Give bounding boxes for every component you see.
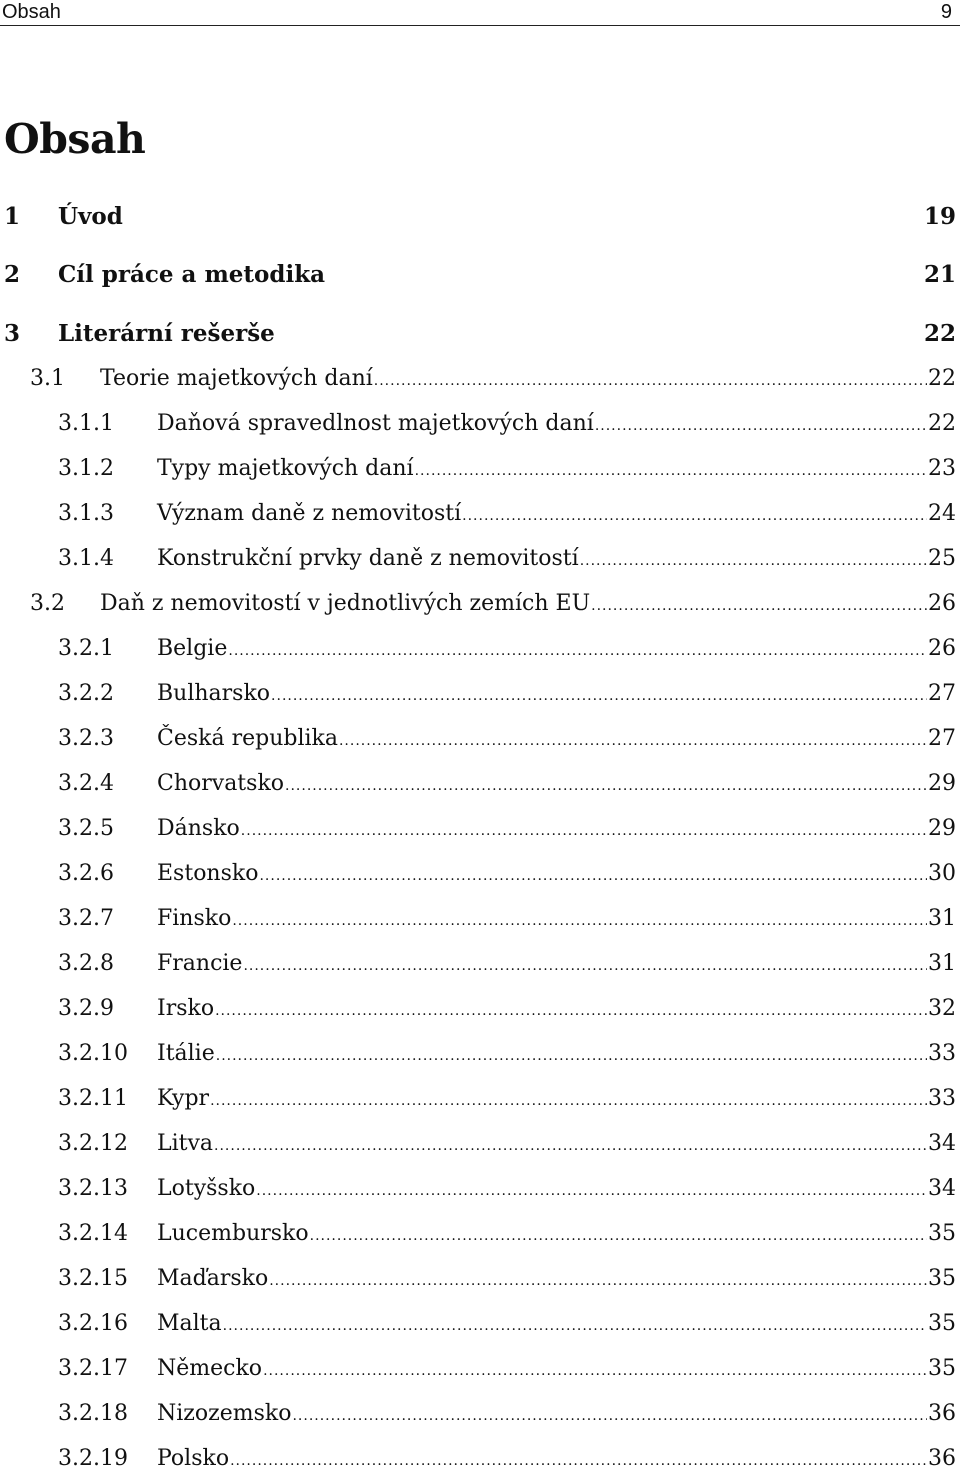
toc-entry-number: 3.2.9 [58, 996, 114, 1021]
toc-dot-leader [415, 452, 927, 488]
toc-entry-number: 3.2.3 [58, 726, 114, 751]
toc-entry-page: 35 [928, 1356, 956, 1381]
toc-entry[interactable] [58, 497, 956, 531]
toc-entry-page: 24 [928, 501, 956, 526]
toc-entry[interactable] [58, 722, 956, 756]
toc-dot-leader [292, 1397, 927, 1433]
toc-entry[interactable] [58, 1307, 956, 1341]
toc-entry-page: 29 [928, 816, 956, 841]
toc-entry-number: 3.2.14 [58, 1221, 128, 1246]
toc-entry-label: Itálie [157, 1041, 215, 1066]
toc-dot-leader [223, 1307, 927, 1343]
toc-entry-number: 3.2.6 [58, 861, 114, 886]
toc-dot-leader [462, 497, 927, 533]
toc-dot-leader [215, 992, 927, 1028]
toc-entry-label: Teorie majetkových daní [100, 366, 373, 391]
toc-entry[interactable] [58, 1352, 956, 1386]
toc-entry-label: Literární rešerše [58, 320, 275, 347]
toc-entry-page: 27 [928, 681, 956, 706]
toc-entry-label: Litva [157, 1131, 214, 1156]
toc-dot-leader [339, 722, 927, 758]
toc-entry-number: 2 [4, 261, 21, 288]
toc-entry-page: 21 [923, 261, 956, 288]
toc-entry-label: Konstrukční prvky daně z nemovitostí [157, 546, 579, 571]
toc-entry-number: 3.2.5 [58, 816, 114, 841]
toc-dot-leader [214, 1127, 927, 1163]
toc-entry[interactable] [58, 947, 956, 981]
toc-entry-number: 3.2.2 [58, 681, 114, 706]
toc-dot-leader [259, 857, 927, 893]
toc-entry-page: 26 [928, 591, 956, 616]
toc-entry-page: 33 [928, 1041, 956, 1066]
toc-entry-label: Finsko [157, 906, 232, 931]
toc-entry-number: 3.2.4 [58, 771, 114, 796]
toc-entry[interactable] [58, 1037, 956, 1071]
toc-entry[interactable] [58, 542, 956, 576]
toc-entry-label: Francie [157, 951, 243, 976]
toc-entry-page: 29 [928, 771, 956, 796]
toc-entry-label: Česká republika [157, 726, 338, 751]
toc-entry-page: 34 [928, 1176, 956, 1201]
toc-entry-label: Irsko [157, 996, 215, 1021]
toc-entry-number: 1 [4, 203, 21, 230]
toc-entry-label: Cíl práce a metodika [58, 261, 326, 288]
toc-entry-number: 3.2.15 [58, 1266, 128, 1291]
toc-entry-label: Lotyšsko [157, 1176, 256, 1201]
toc-title: Obsah [4, 115, 146, 163]
toc-entry-label: Polsko [157, 1446, 230, 1471]
toc-entry-page: 36 [928, 1401, 956, 1426]
toc-entry-label: Nizozemsko [157, 1401, 292, 1426]
toc-entry-label: Kypr [157, 1086, 210, 1111]
toc-entry-number: 3.2.13 [58, 1176, 128, 1201]
toc-entry[interactable] [58, 632, 956, 666]
running-header-title: Obsah [2, 1, 61, 23]
toc-entry-label: Bulharsko [157, 681, 271, 706]
toc-entry-label: Belgie [157, 636, 228, 661]
toc-entry-label: Chorvatsko [157, 771, 285, 796]
toc-entry-number: 3.2.12 [58, 1131, 128, 1156]
toc-entry-page: 35 [928, 1266, 956, 1291]
toc-entry-label: Estonsko [157, 861, 259, 886]
toc-entry-number: 3.1.1 [58, 411, 114, 436]
toc-dot-leader [216, 1037, 927, 1073]
toc-entry[interactable] [58, 452, 956, 486]
toc-entry-page: 35 [928, 1311, 956, 1336]
running-header-page-number: 9 [940, 1, 952, 23]
toc-entry-number: 3.2.18 [58, 1401, 128, 1426]
toc-entry-page: 22 [928, 411, 956, 436]
toc-entry[interactable] [4, 317, 956, 351]
toc-entry-label: Malta [157, 1311, 222, 1336]
toc-entry[interactable] [58, 677, 956, 711]
toc-entry-page: 23 [928, 456, 956, 481]
toc-entry-number: 3.2.11 [58, 1086, 128, 1111]
toc-entry-page: 33 [928, 1086, 956, 1111]
toc-dot-leader [263, 1352, 927, 1388]
toc-entry[interactable] [58, 857, 956, 891]
toc-entry-page: 34 [928, 1131, 956, 1156]
toc-entry-number: 3.2.7 [58, 906, 114, 931]
toc-entry-page: 22 [923, 320, 956, 347]
toc-entry-label: Dánsko [157, 816, 240, 841]
toc-dot-leader [269, 1262, 927, 1298]
toc-entry-label: Lucembursko [157, 1221, 309, 1246]
toc-entry-page: 32 [928, 996, 956, 1021]
toc-dot-leader [210, 1082, 927, 1118]
toc-dot-leader [271, 677, 927, 713]
toc-entry[interactable] [58, 992, 956, 1026]
toc-entry[interactable] [58, 812, 956, 846]
toc-entry[interactable] [58, 1127, 956, 1161]
toc-dot-leader [595, 407, 927, 443]
toc-entry[interactable] [58, 767, 956, 801]
toc-entry-page: 31 [928, 906, 956, 931]
toc-entry-label: Maďarsko [157, 1266, 269, 1291]
toc-dot-leader [241, 812, 927, 848]
toc-entry-page: 26 [928, 636, 956, 661]
toc-entry[interactable] [58, 1172, 956, 1206]
toc-entry-page: 30 [928, 861, 956, 886]
toc-entry-page: 31 [928, 951, 956, 976]
toc-entry-label: Daň z nemovitostí v jednotlivých zemích EU [100, 591, 591, 616]
toc-entry-label: Význam daně z nemovitostí [157, 501, 462, 526]
toc-entry-label: Typy majetkových daní [157, 456, 414, 481]
toc-entry[interactable] [4, 258, 956, 292]
toc-dot-leader [374, 362, 927, 398]
toc-entry-number: 3.2.16 [58, 1311, 128, 1336]
toc-entry-page: 35 [928, 1221, 956, 1246]
toc-entry[interactable] [58, 1262, 956, 1296]
toc-entry[interactable] [58, 1217, 956, 1251]
toc-entry-number: 3.2.19 [58, 1446, 128, 1471]
toc-entry-page: 25 [928, 546, 956, 571]
toc-entry[interactable] [30, 362, 956, 396]
toc-dot-leader [230, 1442, 927, 1478]
toc-entry-label: Daňová spravedlnost majetkových daní [157, 411, 594, 436]
toc-entry-page: 27 [928, 726, 956, 751]
toc-entry-number: 3.2 [30, 591, 65, 616]
toc-dot-leader [256, 1172, 927, 1208]
toc-entry-page: 36 [928, 1446, 956, 1471]
toc-entry-number: 3.2.1 [58, 636, 114, 661]
toc-entry-page: 19 [923, 203, 956, 230]
toc-dot-leader [580, 542, 927, 578]
toc-entry-number: 3.2.17 [58, 1356, 128, 1381]
toc-entry-label: Německo [157, 1356, 263, 1381]
toc-dot-leader [228, 632, 927, 668]
toc-entry[interactable] [58, 902, 956, 936]
toc-dot-leader [591, 587, 927, 623]
toc-entry-number: 3.1.4 [58, 546, 114, 571]
toc-entry-label: Úvod [58, 203, 123, 230]
toc-dot-leader [285, 767, 927, 803]
toc-dot-leader [243, 947, 927, 983]
running-header [0, 0, 960, 26]
toc-entry[interactable] [30, 587, 956, 621]
toc-entry[interactable] [58, 1082, 956, 1116]
toc-entry-number: 3.1 [30, 366, 65, 391]
toc-dot-leader [310, 1217, 927, 1253]
toc-entry[interactable] [58, 1397, 956, 1431]
toc-entry-number: 3 [4, 320, 21, 347]
toc-entry-number: 3.2.10 [58, 1041, 128, 1066]
toc-entry[interactable] [58, 1442, 956, 1476]
toc-dot-leader [232, 902, 927, 938]
toc-entry-page: 22 [928, 366, 956, 391]
toc-entry-number: 3.1.3 [58, 501, 114, 526]
toc-entry[interactable] [4, 200, 956, 234]
toc-entry-number: 3.1.2 [58, 456, 114, 481]
toc-entry[interactable] [58, 407, 956, 441]
toc-entry-number: 3.2.8 [58, 951, 114, 976]
